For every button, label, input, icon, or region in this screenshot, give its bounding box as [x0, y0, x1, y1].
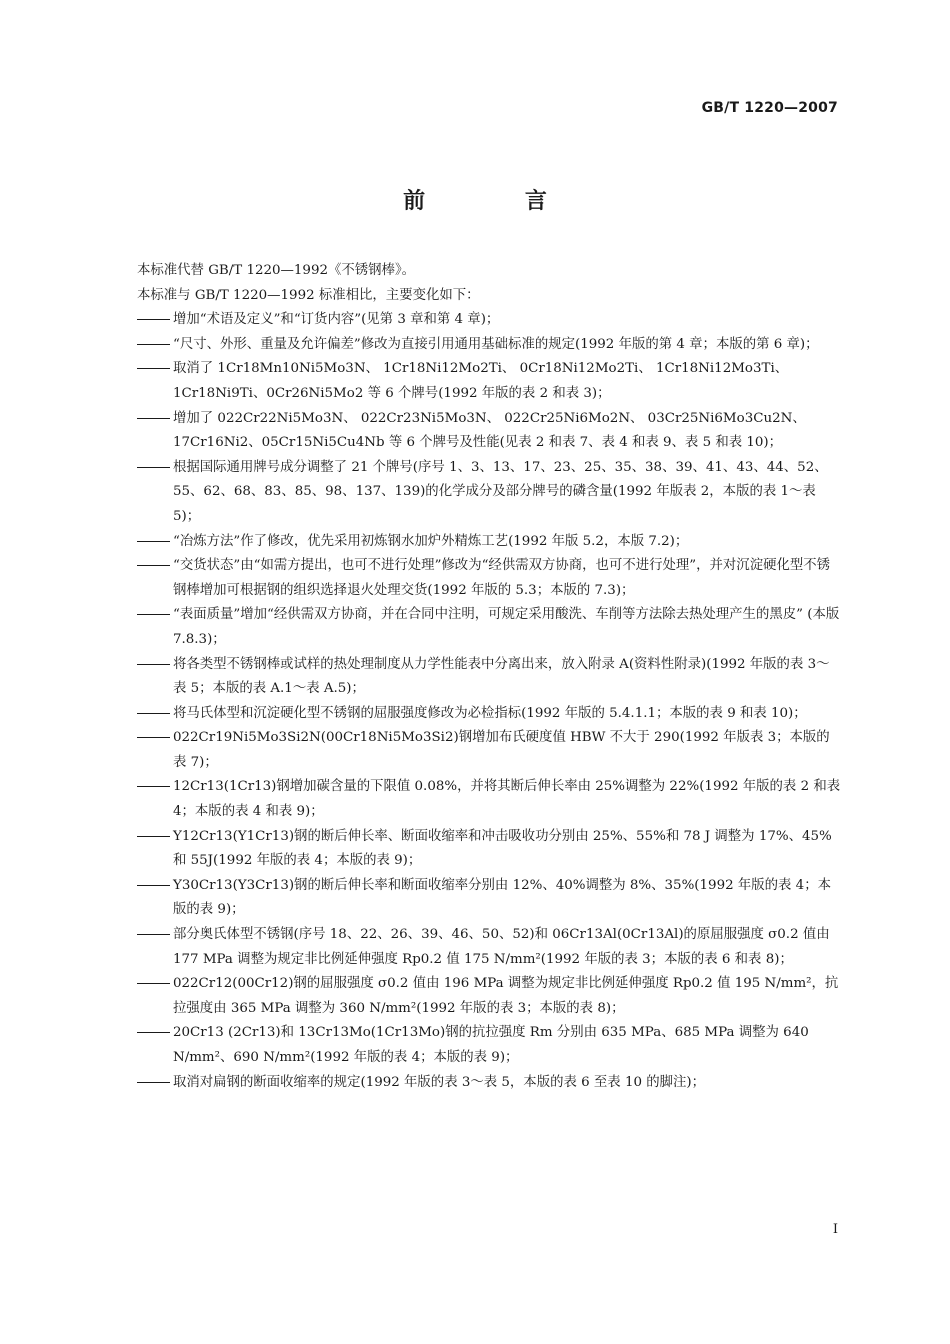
- list-item: 部分奥氏体型不锈钢(序号 18、22、26、39、46、50、52)和 06Cr13Al(0Cr13Al)的原屈服强度 σ0.2 值由 177 MPa 调整为规定非比例延伸强度 Rp0.2 值 175 N/mm²(1992 年版的表 3；本版的表 6 和表 8)；: [137, 923, 841, 972]
- list-item: “尺寸、外形、重量及允许偏差”修改为直接引用通用基础标准的规定(1992 年版的第 4 章；本版的第 6 章)；: [137, 333, 841, 358]
- list-item: 12Cr13(1Cr13)钢增加碳含量的下限值 0.08%，并将其断后伸长率由 25%调整为 22%(1992 年版的表 2 和表 4；本版的表 4 和表 9)；: [137, 775, 841, 824]
- list-item: 将马氏体型和沉淀硬化型不锈钢的屈服强度修改为必检指标(1992 年版的 5.4.1.1；本版的表 9 和表 10)；: [137, 702, 841, 727]
- dash-marker: [137, 530, 173, 555]
- list-item: 根据国际通用牌号成分调整了 21 个牌号(序号 1、3、13、17、23、25、35、38、39、41、43、44、52、55、62、68、83、85、98、137、139)的化学成分及部分牌号的磷含量(1992 年版表 2，本版的表 1～表 5)；: [137, 456, 841, 530]
- dash-marker: [137, 308, 173, 333]
- dash-marker: [137, 357, 173, 382]
- list-item: 20Cr13 (2Cr13)和 13Cr13Mo(1Cr13Mo)钢的抗拉强度 Rm 分别由 635 MPa、685 MPa 调整为 640 N/mm²、690 N/mm²(1992 年版的表 4；本版的表 9)；: [137, 1021, 841, 1070]
- list-item: 增加“术语及定义”和“订货内容”(见第 3 章和第 4 章)；: [137, 308, 841, 333]
- dash-marker: [137, 874, 173, 899]
- list-item: 将各类型不锈钢棒或试样的热处理制度从力学性能表中分离出来，放入附录 A(资料性附录)(1992 年版的表 3～表 5；本版的表 A.1～表 A.5)；: [137, 653, 841, 702]
- list-item: “交货状态”由“如需方提出，也可不进行处理”修改为“经供需双方协商，也可不进行处理”，并对沉淀硬化型不锈钢棒增加可根据钢的组织选择退火处理交货(1992 年版的 5.3；本版的 7.3)；: [137, 554, 841, 603]
- list-item: Y30Cr13(Y3Cr13)钢的断后伸长率和断面收缩率分别由 12%、40%调整为 8%、35%(1992 年版的表 4；本版的表 9)；: [137, 874, 841, 923]
- list-item: “冶炼方法”作了修改，优先采用初炼钢水加炉外精炼工艺(1992 年版 5.2，本版 7.2)；: [137, 530, 841, 555]
- dash-marker: [137, 972, 173, 997]
- dash-marker: [137, 554, 173, 579]
- list-item: 022Cr12(00Cr12)钢的屈服强度 σ0.2 值由 196 MPa 调整为规定非比例延伸强度 Rp0.2 值 195 N/mm²，抗拉强度由 365 MPa 调整为 360 N/mm²(1992 年版的表 3；本版的表 8)；: [137, 972, 841, 1021]
- dash-marker: [137, 1021, 173, 1046]
- standard-code: GB/T 1220—2007: [701, 100, 838, 116]
- dash-marker: [137, 726, 173, 751]
- dash-marker: [137, 333, 173, 358]
- change-list: [137, 308, 841, 1095]
- dash-marker: [137, 702, 173, 727]
- list-item: 取消了 1Cr18Mn10Ni5Mo3N、 1Cr18Ni12Mo2Ti、 0Cr18Ni12Mo2Ti、 1Cr18Ni12Mo3Ti、1Cr18Ni9Ti、0Cr26Ni5Mo2 等 6 个牌号(1992 年版的表 2 和表 3)；: [137, 357, 841, 406]
- dash-marker: [137, 1071, 173, 1096]
- intro-paragraph: 本标准代替 GB/T 1220—1992《不锈钢棒》。: [137, 263, 416, 278]
- document-body: [137, 259, 841, 1095]
- page-number: I: [832, 1222, 838, 1237]
- dash-marker: [137, 407, 173, 432]
- list-item: 取消对扁钢的断面收缩率的规定(1992 年版的表 3～表 5，本版的表 6 至表 10 的脚注)；: [137, 1071, 841, 1096]
- dash-marker: [137, 923, 173, 948]
- dash-marker: [137, 775, 173, 800]
- dash-marker: [137, 603, 173, 628]
- dash-marker: [137, 456, 173, 481]
- intro-paragraph: 本标准与 GB/T 1220—1992 标准相比，主要变化如下：: [137, 287, 480, 303]
- list-item: Y12Cr13(Y1Cr13)钢的断后伸长率、断面收缩率和冲击吸收功分别由 25%、55%和 78 J 调整为 17%、45%和 55J(1992 年版的表 4；本版的表 9)；: [137, 825, 841, 874]
- list-item: 增加了 022Cr22Ni5Mo3N、 022Cr23Ni5Mo3N、 022Cr25Ni6Mo2N、 03Cr25Ni6Mo3Cu2N、17Cr16Ni2、05Cr15Ni5Cu4Nb 等 6 个牌号及性能(见表 2 和表 7、表 4 和表 9、表 5 和表 10)；: [137, 407, 841, 456]
- list-item: “表面质量”增加“经供需双方协商，并在合同中注明，可规定采用酸洗、车削等方法除去热处理产生的黑皮” (本版 7.8.3)；: [137, 603, 841, 652]
- dash-marker: [137, 653, 173, 678]
- page-title: 前 言: [403, 189, 593, 214]
- list-item: 022Cr19Ni5Mo3Si2N(00Cr18Ni5Mo3Si2)钢增加布氏硬度值 HBW 不大于 290(1992 年版表 3；本版的表 7)；: [137, 726, 841, 775]
- dash-marker: [137, 825, 173, 850]
